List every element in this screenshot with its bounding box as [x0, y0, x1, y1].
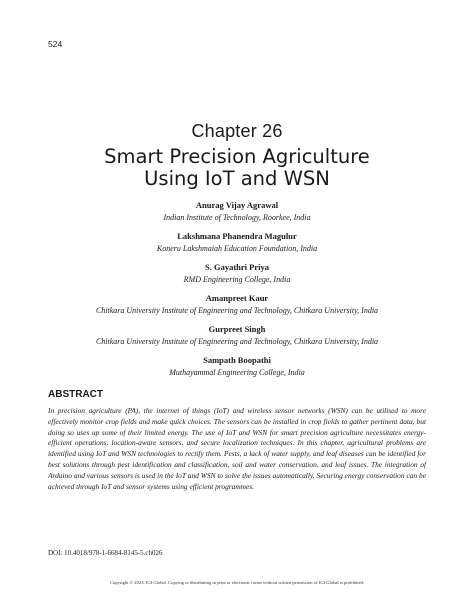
author-name: Sampath Boopathi — [203, 355, 271, 365]
author-affiliation: Indian Institute of Technology, Roorkee, India — [163, 213, 311, 222]
abstract-heading: ABSTRACT — [48, 389, 103, 400]
author-list — [0, 199, 474, 385]
chapter-title — [0, 146, 474, 190]
copyright-notice: Copyright © 2023, IGI Global. Copying or distributing in print or electronic forms without written permission of IGI Global is prohibited. — [109, 580, 365, 585]
author-block — [0, 199, 474, 223]
chapter-title-line-2: Using IoT and WSN — [144, 167, 330, 190]
author-block — [0, 292, 474, 316]
abstract-body: In precision agriculture (PA), the internet of things (IoT) and wireless sensor networks (WSN) can be utilised to more effectively monitor crop fields and make quick choices. The sensors can be installed in crop fields to gather pertinent data, but doing so uses up some of their limited energy. The use of IoT and WSN for smart precision agriculture necessitates energy-efficient operations, location-aware sensors, and secure localization techniques. In this chapter, agricultural problems are identified using IoT and WSN technologies to rectify them. Pests, a lack of water supply, and leaf diseases can be identified for best solutions through pest identification and classification, soil and water conservation, and leaf issues. The integration of Arduino and various sensors is used in the IoT and WSN to solve the issues automatically. Securing energy conservation can be achieved through IoT and sensor systems using efficient programmes. — [48, 406, 426, 491]
chapter-label: Chapter 26 — [191, 121, 283, 141]
author-name: S. Gayathri Priya — [205, 262, 269, 272]
author-name: Lakshmana Phanendra Magulur — [177, 231, 297, 241]
author-block — [0, 230, 474, 254]
author-affiliation: Chitkara University Institute of Engineering and Technology, Chitkara University, India — [95, 306, 379, 315]
author-name: Gurpreet Singh — [208, 324, 266, 334]
author-affiliation: Koneru Lakshmaiah Education Foundation, India — [156, 244, 318, 253]
author-block — [0, 354, 474, 378]
author-affiliation: Muthayammal Engineering College, India — [169, 368, 305, 377]
author-block — [0, 323, 474, 347]
author-affiliation: RMD Engineering College, India — [183, 275, 291, 284]
page-number: 524 — [48, 39, 63, 49]
author-affiliation: Chitkara University Institute of Engineering and Technology, Chitkara University, India — [95, 337, 379, 346]
author-name: Amanpreet Kaur — [205, 293, 269, 303]
author-name: Anurag Vijay Agrawal — [195, 200, 279, 210]
doi-line: DOI: 10.4018/978-1-6684-8145-5.ch026 — [48, 549, 163, 557]
author-block — [0, 261, 474, 285]
chapter-title-line-1: Smart Precision Agriculture — [104, 145, 370, 168]
